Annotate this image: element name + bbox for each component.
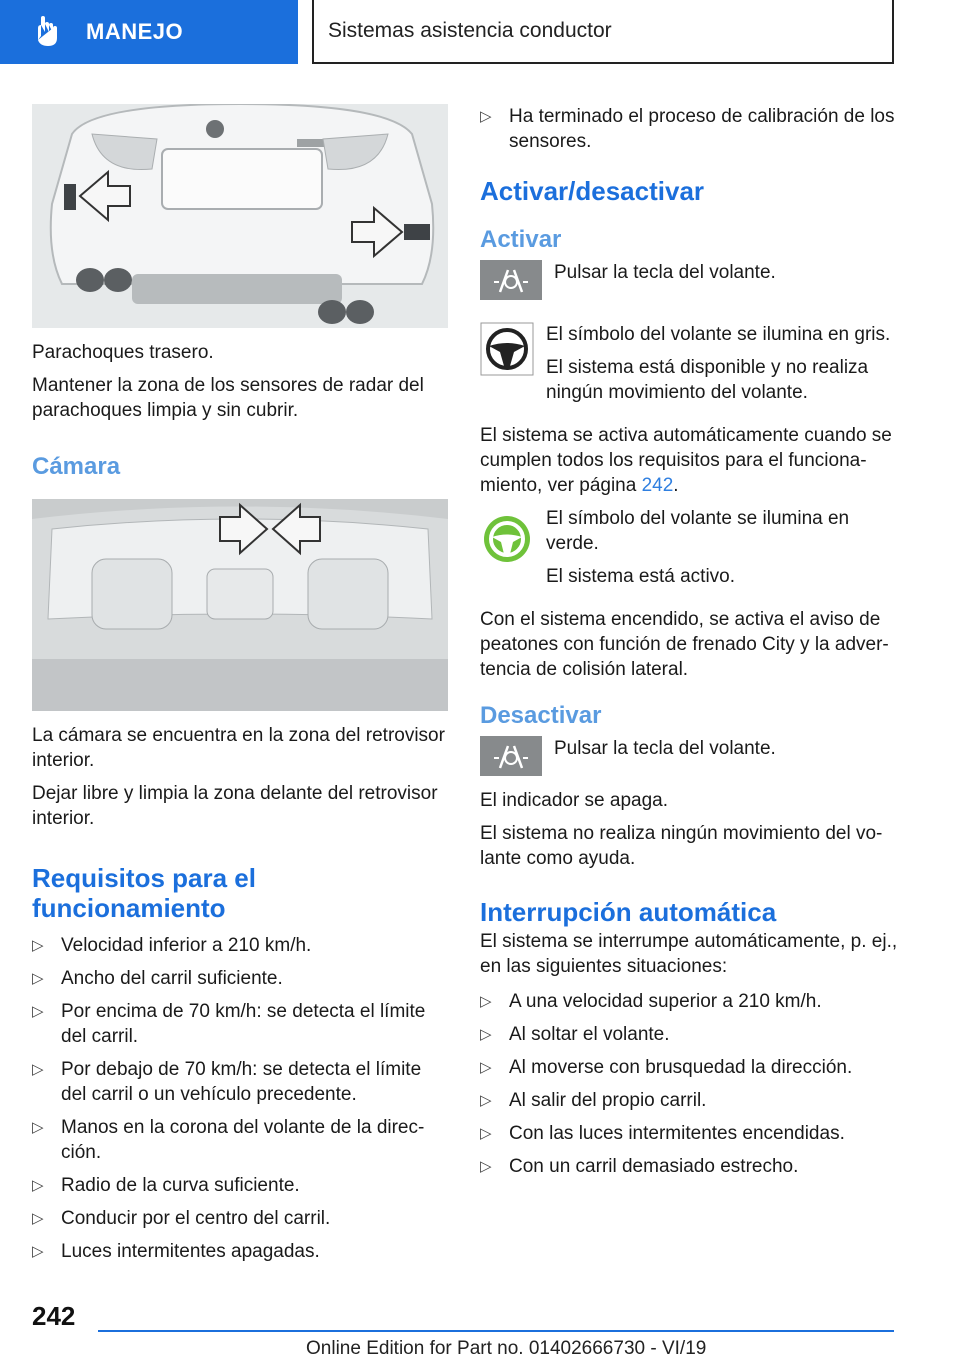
list-item: ▷ Conducir por el centro del carril. (32, 1208, 331, 1229)
available-text: El sistema está disponible y no realiza ningún movimiento del volante. (546, 357, 869, 403)
right-column (480, 104, 900, 1187)
camera-heading: Cámara (32, 453, 121, 480)
calibration-list (480, 104, 900, 154)
page-title: Sistemas asistencia conductor (328, 19, 612, 42)
list-item: ▷ A una velocidad superior a 210 km/h. (480, 991, 822, 1012)
auto-activation-text: El sistema se activa automáticamente cuando se cumplen todos los requisitos para el funciona‐ miento, ver página 242. (480, 425, 892, 496)
green-symbol-text: El símbolo del volante se ilumina en verde. (546, 508, 850, 554)
footer-divider (98, 1330, 894, 1332)
page-link[interactable]: 242 (641, 475, 674, 496)
list-item: ▷ Por encima de 70 km/h: se detecta el límite del carril. (32, 1001, 426, 1047)
interrupt-list (480, 989, 900, 1179)
figure-caption-bumper: Parachoques trasero. (32, 342, 214, 363)
activate-button-row (480, 260, 900, 300)
active-text: El sistema está activo. (546, 566, 736, 587)
warning-text: Con el sistema encendido, se activa el aviso de peatones con función de frenado City y la adver‐ tencia de colisión lateral. (480, 609, 889, 680)
interior-camera-illustration (32, 499, 448, 711)
list-item: ▷ Por debajo de 70 km/h: se detecta el límite del carril o un vehículo precedente. (32, 1059, 422, 1105)
requirements-list (32, 933, 448, 1264)
list-item: ▷ Ancho del carril suficiente. (32, 968, 283, 989)
list-item: ▷ Al moverse con brusquedad la dirección. (480, 1057, 853, 1078)
press-button-text: Pulsar la tecla del volante. (554, 262, 776, 283)
list-item: ▷ Con un carril demasiado estrecho. (480, 1156, 799, 1177)
chapter-tab (0, 0, 298, 64)
activate-heading: Activar (480, 226, 562, 253)
steering-hand-icon (28, 12, 68, 52)
lane-assist-button-icon (480, 736, 542, 776)
list-item: ▷ Con las luces intermitentes encendidas. (480, 1123, 845, 1144)
list-item: ▷ Velocidad inferior a 210 km/h. (32, 935, 312, 956)
deactivate-heading: Desactivar (480, 702, 602, 729)
requirements-heading: Requisitos para el funcionamiento (32, 863, 256, 923)
list-item: ▷ Al soltar el volante. (480, 1024, 670, 1045)
rear-bumper-illustration (32, 104, 448, 328)
list-item: ▷ Luces intermitentes apagadas. (32, 1241, 320, 1262)
steering-wheel-grey-icon (480, 322, 534, 376)
page-header (312, 0, 894, 64)
lane-assist-button-icon (480, 260, 542, 300)
indicator-off-text: El indicador se apaga. (480, 790, 669, 811)
grey-symbol-text: El símbolo del volante se ilumina en gris. (546, 324, 891, 345)
list-item: ▷ Al salir del propio carril. (480, 1090, 707, 1111)
grey-state-row (480, 322, 900, 413)
auto-interrupt-heading: Interrupción automática (480, 897, 777, 927)
activate-deactivate-heading: Activar/desactivar (480, 176, 705, 206)
green-state-row (480, 506, 900, 597)
list-item: ▷ Manos en la corona del volante de la direc‐ ción. (32, 1117, 425, 1163)
list-item: ▷ Radio de la curva suficiente. (32, 1175, 300, 1196)
list-item: ▷ Ha terminado el proceso de calibración de los sensores. (480, 106, 895, 152)
bumper-instruction: Mantener la zona de los sensores de radar del parachoques limpia y sin cubrir. (32, 375, 424, 421)
interrupt-intro: El sistema se interrumpe automáticamente, p. ej., en las siguientes situaciones: (480, 931, 898, 977)
left-column (32, 104, 448, 1272)
edition-text: Online Edition for Part no. 01402666730 - VI/19 (306, 1338, 707, 1359)
camera-instruction: Dejar libre y limpia la zona delante del retrovisor interior. (32, 783, 438, 829)
figure-caption-camera: La cámara se encuentra en la zona del retrovisor interior. (32, 725, 445, 771)
no-movement-text: El sistema no realiza ningún movimiento del vo‐ lante como ayuda. (480, 823, 883, 869)
deactivate-button-row (480, 736, 900, 776)
press-button-text: Pulsar la tecla del volante. (554, 738, 776, 759)
steering-wheel-green-icon (480, 512, 534, 566)
chapter-label: MANEJO (86, 19, 184, 44)
page-number: 242 (32, 1301, 76, 1331)
